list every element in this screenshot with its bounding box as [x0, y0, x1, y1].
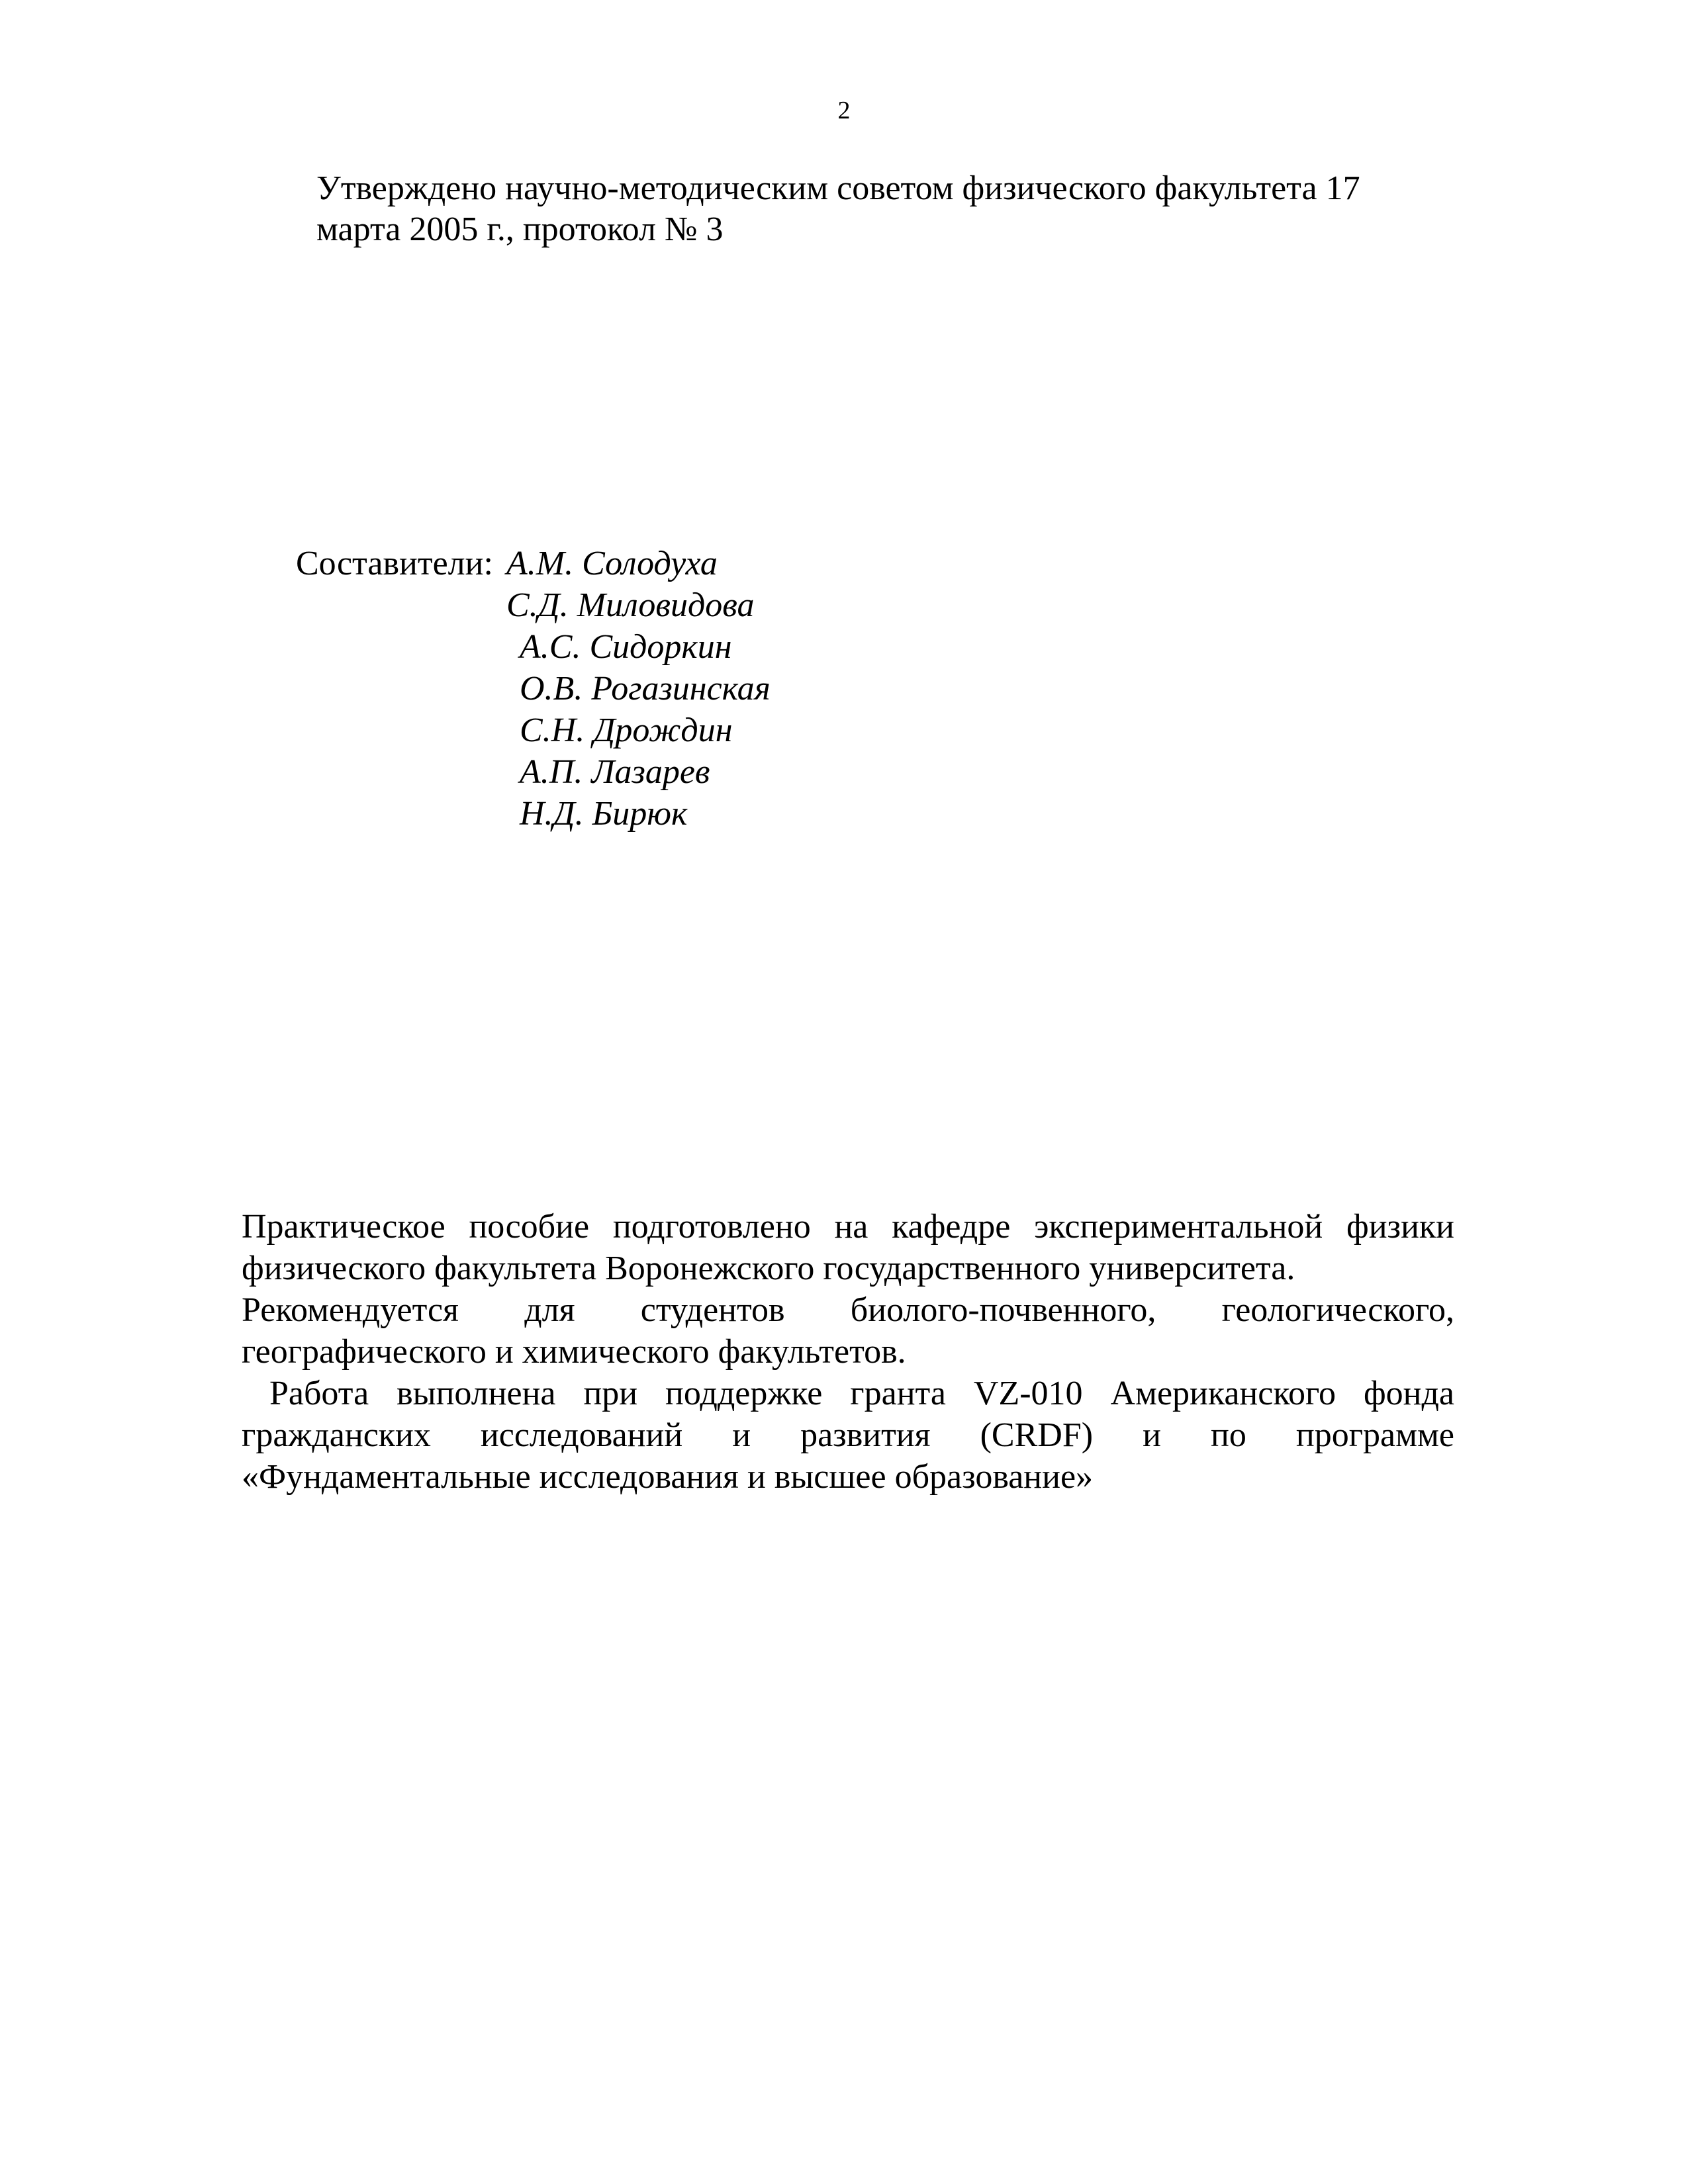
info-paragraph-3-line-3: «Фундаментальные исследования и высшее образование» [242, 1458, 1094, 1496]
info-paragraph-3-line-1: Работа выполнена при поддержке гранта VZ-010 Американского фонда [242, 1375, 1454, 1412]
publication-info [242, 1206, 1454, 1498]
approval-line-2: марта 2005 г., протокол № 3 [316, 210, 724, 248]
compiler-name: С.Д. Миловидова [506, 586, 755, 624]
info-paragraph-3-line-2: гражданских исследований и развития (CRDF) и по программе [242, 1416, 1454, 1454]
approval-note [316, 168, 1455, 250]
approval-line-1: Утверждено научно-методическим советом физического факультета 17 [316, 169, 1360, 207]
compiler-name: С.Н. Дрождин [520, 711, 733, 749]
compiler-name: А.П. Лазарев [520, 753, 710, 791]
compiler-name: Н.Д. Бирюк [520, 795, 688, 833]
info-paragraph-1-line-2: физического факультета Воронежского государственного университета. [242, 1250, 1295, 1287]
compiler-name: А.С. Сидоркин [520, 628, 732, 666]
compilers-label: Составители: [296, 545, 493, 582]
info-paragraph-1-line-1: Практическое пособие подготовлено на кафедре экспериментальной физики [242, 1208, 1454, 1246]
compiler-name: О.В. Рогазинская [520, 670, 771, 707]
compiler-name: А.М. Солодуха [506, 545, 718, 582]
info-paragraph-2-line-1: Рекомендуется для студентов биолого-почвенного, геологического, [242, 1291, 1454, 1329]
info-paragraph-2-line-2: географического и химического факультетов. [242, 1333, 906, 1371]
page-number: 2 [837, 97, 851, 124]
